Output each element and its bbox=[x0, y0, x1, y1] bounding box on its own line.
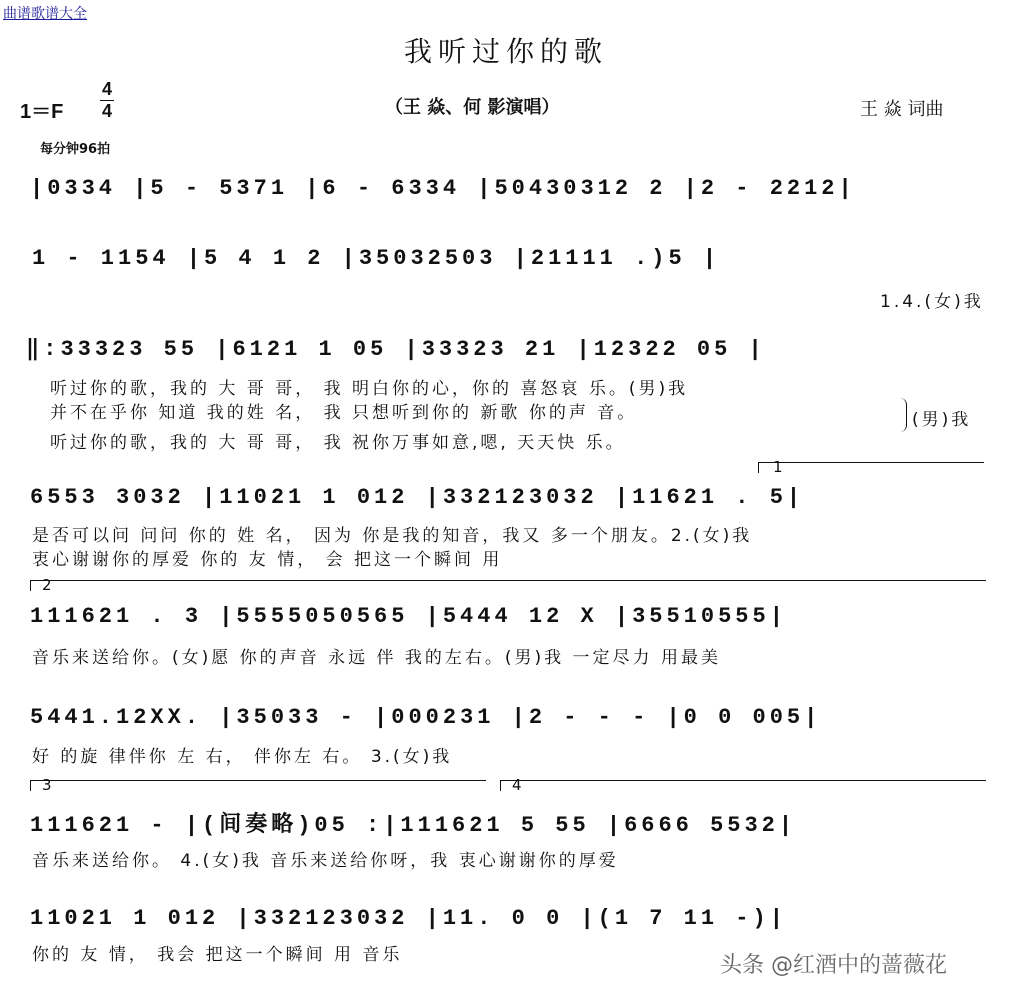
score-row-8-lyric-1: 你的 友 情， 我会 把这一个瞬间 用 音乐 bbox=[32, 945, 403, 965]
score-row-3-lyric-2: 并不在乎你 知道 我的姓 名， 我 只想听到你的 新歌 你的声 音。 bbox=[50, 403, 638, 423]
score-row-3-lyric-1: 听过你的歌，我的 大 哥 哥， 我 明白你的心，你的 喜怒哀 乐。(男)我 bbox=[50, 379, 689, 399]
score-row-3-bracket-label: (男)我 bbox=[912, 410, 972, 430]
volta-1-label: 1 bbox=[773, 458, 783, 476]
lyric-brace bbox=[900, 398, 907, 432]
score-row-2-cue: 1.4.(女)我 bbox=[880, 292, 984, 312]
time-signature bbox=[100, 80, 114, 121]
score-row-7-lyric-1: 音乐来送给你。 4.(女)我 音乐来送给你呀，我 衷心谢谢你的厚爱 bbox=[32, 851, 619, 871]
watermark: 头条 @红酒中的蔷薇花 bbox=[720, 953, 947, 978]
volta-2-bracket bbox=[30, 580, 986, 591]
time-signature-top: 4 bbox=[101, 79, 112, 99]
score-row-4-lyric-2: 衷心谢谢你的厚爱 你的 友 情， 会 把这一个瞬间 用 bbox=[32, 550, 503, 570]
score-row-4-lyric-1: 是否可以问 问问 你的 姓 名， 因为 你是我的知音，我又 多一个朋友。2.(女)我 bbox=[32, 526, 753, 546]
time-signature-bottom: 4 bbox=[101, 101, 112, 121]
credit: 王 焱 词曲 bbox=[860, 99, 944, 120]
key-signature: 1＝F bbox=[20, 101, 64, 123]
volta-3-label: 3 bbox=[42, 776, 52, 794]
volta-1-bracket bbox=[758, 462, 984, 473]
score-row-6-lyric-1: 好 的旋 律伴你 左 右， 伴你左 右。 3.(女)我 bbox=[32, 747, 453, 767]
score-row-5-lyric-1: 音乐来送给你。(女)愿 你的声音 永远 伴 我的左右。(男)我 一定尽力 用最美 bbox=[32, 648, 721, 668]
score-row-3-notes: ‖:33323 55 |6121 1 05 |33323 21 |12322 05 | bbox=[26, 337, 766, 362]
score-row-7-notes: 111621 - |(间奏略)05 :|111621 5 55 |6666 5532| bbox=[30, 813, 797, 838]
volta-4-bracket bbox=[500, 780, 986, 791]
volta-4-label: 4 bbox=[512, 776, 522, 794]
tempo-marking: 每分钟96拍 bbox=[40, 142, 111, 157]
score-row-6-notes: 5441.12XX. |35033 - |000231 |2 - - - |0 0 005| bbox=[30, 705, 822, 730]
song-title: 我听过你的歌 bbox=[403, 35, 608, 68]
score-row-4-notes: 6553 3032 |11021 1 012 |332123032 |11621 . 5| bbox=[30, 485, 805, 510]
score-row-1-notes: |0334 |5 - 5371 |6 - 6334 |50430312 2 |2 - 2212| bbox=[30, 176, 856, 201]
score-row-2-notes: 1 - 1154 |5 4 1 2 |35032503 |21111 .)5 | bbox=[32, 246, 721, 271]
site-link[interactable]: 曲谱歌谱大全 bbox=[3, 6, 87, 22]
score-row-3-lyric-3: 听过你的歌，我的 大 哥 哥， 我 祝你万事如意,嗯, 天天快 乐。 bbox=[50, 433, 626, 453]
singers: （王 焱、何 影演唱） bbox=[385, 97, 560, 118]
score-row-5-notes: 111621 . 3 |5555050565 |5444 12 X |35510555| bbox=[30, 604, 787, 629]
volta-3-bracket bbox=[30, 780, 486, 791]
volta-2-label: 2 bbox=[42, 576, 52, 594]
score-row-8-notes: 11021 1 012 |332123032 |11. 0 0 |(1 7 11 -)| bbox=[30, 906, 787, 931]
